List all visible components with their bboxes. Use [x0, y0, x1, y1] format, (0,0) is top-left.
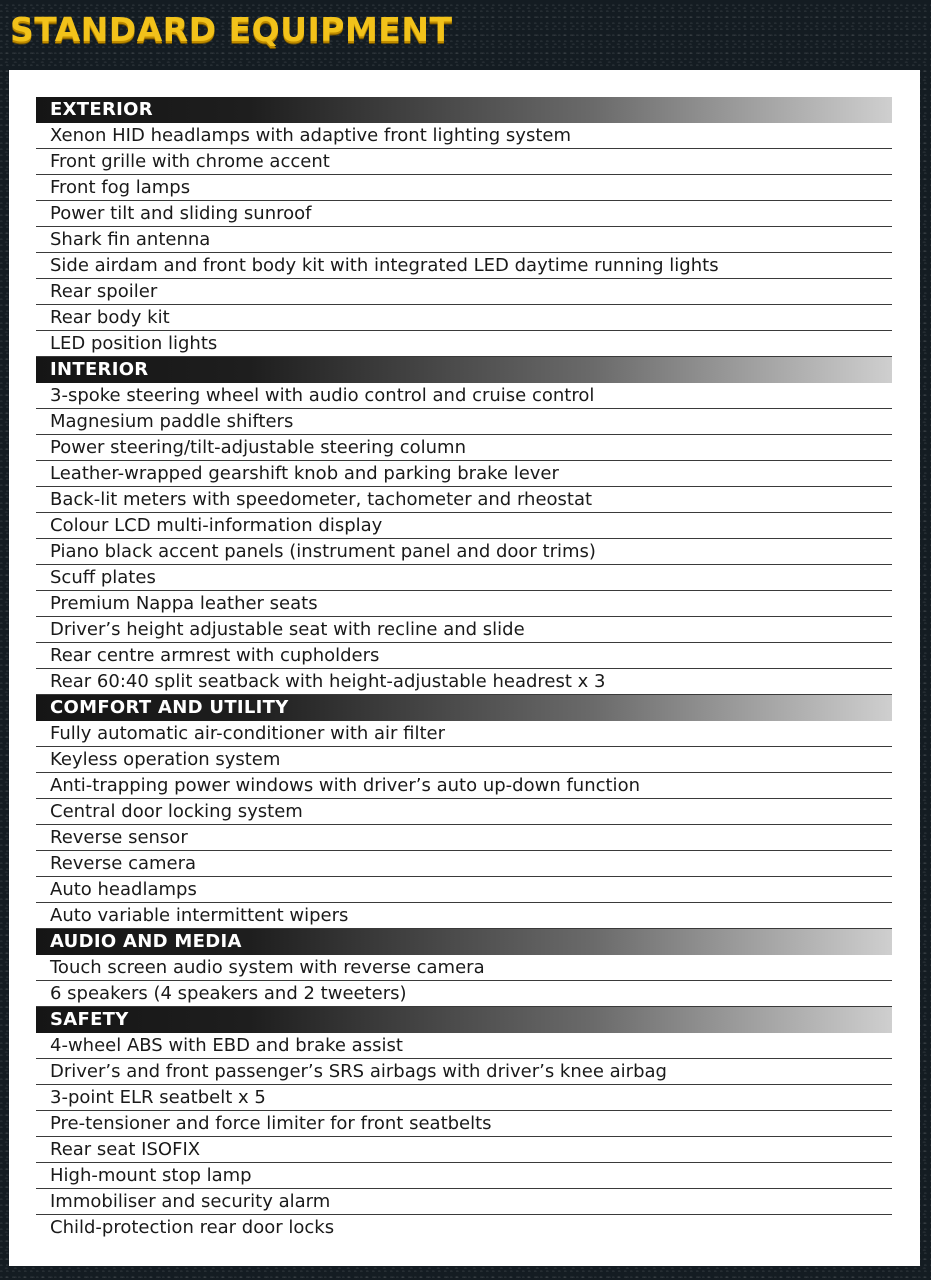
- equipment-item: Power tilt and sliding sunroof: [36, 201, 892, 227]
- equipment-item: Leather-wrapped gearshift knob and parking brake lever: [36, 461, 892, 487]
- page-title: STANDARD EQUIPMENT: [10, 10, 453, 49]
- equipment-item: 3-spoke steering wheel with audio control and cruise control: [36, 383, 892, 409]
- equipment-item: Immobiliser and security alarm: [36, 1189, 892, 1215]
- equipment-item: LED position lights: [36, 331, 892, 357]
- equipment-item: High-mount stop lamp: [36, 1163, 892, 1189]
- equipment-item: Colour LCD multi-information display: [36, 513, 892, 539]
- equipment-item: Side airdam and front body kit with integrated LED daytime running lights: [36, 253, 892, 279]
- equipment-item: Rear centre armrest with cupholders: [36, 643, 892, 669]
- section-header-exterior: EXTERIOR: [36, 97, 892, 123]
- equipment-item: Keyless operation system: [36, 747, 892, 773]
- equipment-item: 4-wheel ABS with EBD and brake assist: [36, 1033, 892, 1059]
- equipment-item: Touch screen audio system with reverse camera: [36, 955, 892, 981]
- equipment-item: Magnesium paddle shifters: [36, 409, 892, 435]
- equipment-item: Rear seat ISOFIX: [36, 1137, 892, 1163]
- equipment-item: Xenon HID headlamps with adaptive front lighting system: [36, 123, 892, 149]
- equipment-item: Driver’s height adjustable seat with recline and slide: [36, 617, 892, 643]
- equipment-item: Power steering/tilt-adjustable steering column: [36, 435, 892, 461]
- equipment-item: Piano black accent panels (instrument panel and door trims): [36, 539, 892, 565]
- equipment-item: Auto variable intermittent wipers: [36, 903, 892, 929]
- equipment-item: Scuff plates: [36, 565, 892, 591]
- equipment-item: Back-lit meters with speedometer, tachometer and rheostat: [36, 487, 892, 513]
- equipment-item: Auto headlamps: [36, 877, 892, 903]
- equipment-item: Central door locking system: [36, 799, 892, 825]
- equipment-item: Fully automatic air-conditioner with air filter: [36, 721, 892, 747]
- equipment-item: Driver’s and front passenger’s SRS airbags with driver’s knee airbag: [36, 1059, 892, 1085]
- equipment-item: Premium Nappa leather seats: [36, 591, 892, 617]
- equipment-list: [36, 97, 892, 1241]
- section-header-interior: INTERIOR: [36, 357, 892, 383]
- equipment-sheet: [9, 70, 920, 1266]
- equipment-item: Pre-tensioner and force limiter for front seatbelts: [36, 1111, 892, 1137]
- equipment-item: Reverse camera: [36, 851, 892, 877]
- equipment-item: Front grille with chrome accent: [36, 149, 892, 175]
- equipment-item: Rear 60:40 split seatback with height-adjustable headrest x 3: [36, 669, 892, 695]
- equipment-item: Anti-trapping power windows with driver’s auto up-down function: [36, 773, 892, 799]
- equipment-item: 3-point ELR seatbelt x 5: [36, 1085, 892, 1111]
- equipment-item: Rear spoiler: [36, 279, 892, 305]
- section-header-audio-and-media: AUDIO AND MEDIA: [36, 929, 892, 955]
- equipment-item: Rear body kit: [36, 305, 892, 331]
- equipment-item: Reverse sensor: [36, 825, 892, 851]
- equipment-item: 6 speakers (4 speakers and 2 tweeters): [36, 981, 892, 1007]
- section-header-safety: SAFETY: [36, 1007, 892, 1033]
- section-header-comfort-and-utility: COMFORT AND UTILITY: [36, 695, 892, 721]
- equipment-item: Shark fin antenna: [36, 227, 892, 253]
- equipment-item: Front fog lamps: [36, 175, 892, 201]
- equipment-item: Child-protection rear door locks: [50, 1217, 335, 1238]
